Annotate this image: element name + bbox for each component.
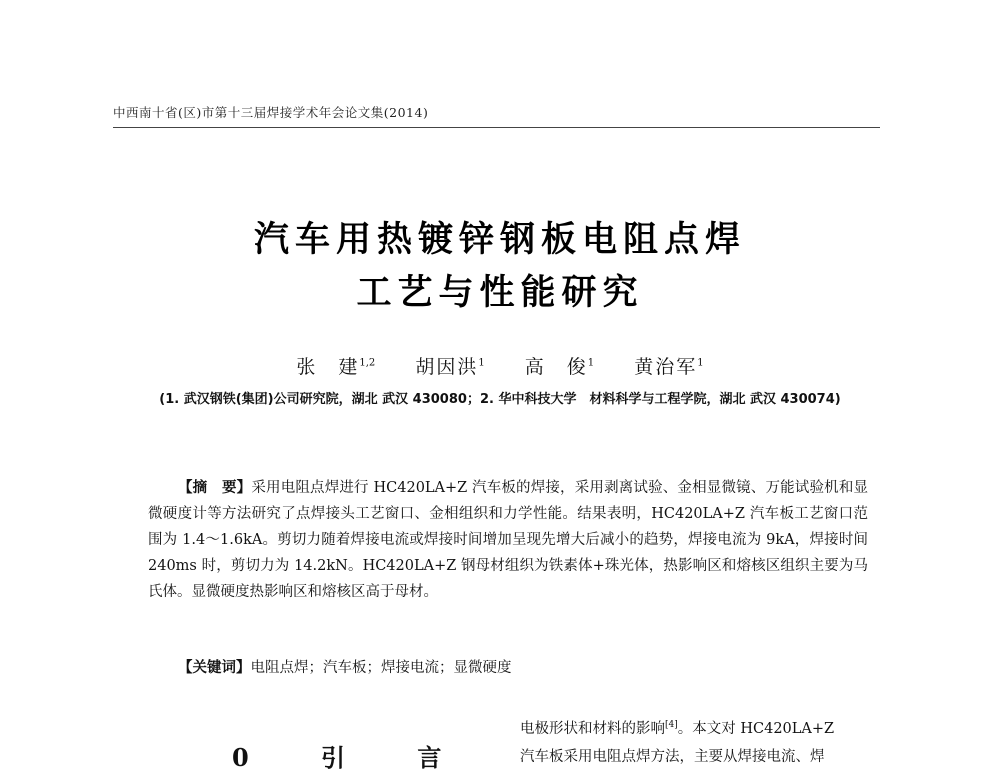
abstract-label: 【摘 要】 <box>178 480 252 496</box>
author: 胡因洪$^1$ <box>415 356 485 378</box>
paper-title-line2: 工艺与性能研究 <box>356 272 644 313</box>
abstract-text: 采用电阻点焊进行 HC420LA+Z 汽车板的焊接，采用剥离试验、金相显微镜、万能试验机和显微硬度计等方法研究了点焊接头工艺窗口、金相组织和力学性能。结果表明，HC420LA+Z 汽车板工艺窗口范围为 1.4～1.6kA。剪切力随着焊接电流或焊接时间增加呈现先增大后减小的趋势，焊接电流为 9kA，焊接时间 240ms 时，剪切力为 14.2kN。HC420LA+Z 钢母材组织为铁素体+珠光体，热影响区和熔核区组织主要为马氏体。显微硬度热影响区和熔核区高于母材。 <box>148 480 868 600</box>
keywords-text: 电阻点焊；汽车板；焊接电流；显微硬度 <box>250 660 512 676</box>
abstract <box>148 475 868 605</box>
affiliation: (1. 武汉钢铁(集团)公司研究院，湖北 武汉 430080；2. 华中科技大学 材料科学与工程学院，湖北 武汉 430074) <box>159 392 841 407</box>
paper-title-line1: 汽车用热镀锌钢板电阻点焊 <box>253 219 746 260</box>
running-header: 中西南十省(区)市第十三届焊接学术年会论文集(2014) <box>113 105 429 120</box>
section-heading: 0 引 言 <box>232 743 474 772</box>
keywords-label: 【关键词】 <box>178 660 251 676</box>
author: 高 俊$^1$ <box>524 356 595 378</box>
author: 黄治军$^1$ <box>634 356 704 378</box>
author: 张 建$^{1,2}$ <box>296 356 376 378</box>
body-text-right-column: 电极形状和材料的影响[4]。本文对 HC420LA+Z 汽车板采用电阻点焊方法，主要从焊接电流、焊 <box>520 720 835 765</box>
citation-ref: [4] <box>665 720 678 730</box>
header-rule <box>113 127 880 128</box>
author-list <box>0 352 1000 379</box>
keywords <box>178 656 512 677</box>
